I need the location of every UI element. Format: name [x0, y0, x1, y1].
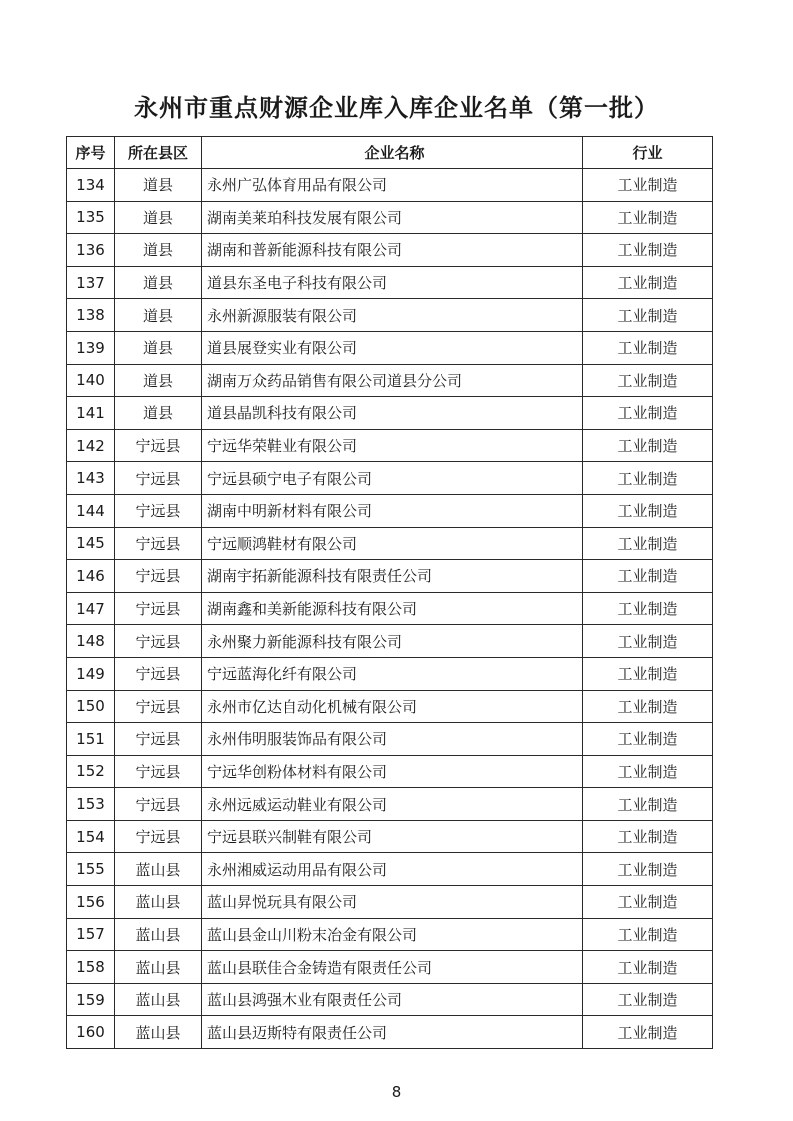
table-row: [67, 951, 713, 984]
header-no: 序号: [67, 137, 115, 169]
cell-industry: 工业制造: [583, 266, 713, 299]
cell-county: 道县: [115, 364, 202, 397]
cell-company-name: 宁远顺鸿鞋材有限公司: [202, 527, 583, 560]
table-row: [67, 690, 713, 723]
cell-company-name: 道县展登实业有限公司: [202, 331, 583, 364]
cell-company-name: 道县晶凯科技有限公司: [202, 397, 583, 430]
table-row: [67, 364, 713, 397]
table-row: [67, 234, 713, 267]
cell-no: 142: [67, 429, 115, 462]
cell-industry: 工业制造: [583, 201, 713, 234]
cell-no: 141: [67, 397, 115, 430]
cell-company-name: 湖南宇拓新能源科技有限责任公司: [202, 560, 583, 593]
cell-company-name: 永州聚力新能源科技有限公司: [202, 625, 583, 658]
cell-company-name: 蓝山县金山川粉末冶金有限公司: [202, 918, 583, 951]
header-name: 企业名称: [202, 137, 583, 169]
table-row: [67, 429, 713, 462]
cell-county: 宁远县: [115, 429, 202, 462]
header-industry: 行业: [583, 137, 713, 169]
cell-company-name: 宁远华创粉体材料有限公司: [202, 755, 583, 788]
header-county: 所在县区: [115, 137, 202, 169]
cell-no: 147: [67, 592, 115, 625]
cell-company-name: 永州远威运动鞋业有限公司: [202, 788, 583, 821]
cell-industry: 工业制造: [583, 462, 713, 495]
cell-no: 159: [67, 983, 115, 1016]
cell-county: 宁远县: [115, 657, 202, 690]
table-row: [67, 820, 713, 853]
cell-county: 道县: [115, 331, 202, 364]
cell-company-name: 蓝山昇悦玩具有限公司: [202, 886, 583, 919]
enterprise-table: [66, 136, 713, 1049]
table-row: [67, 918, 713, 951]
cell-no: 144: [67, 494, 115, 527]
cell-no: 156: [67, 886, 115, 919]
cell-industry: 工业制造: [583, 886, 713, 919]
cell-industry: 工业制造: [583, 527, 713, 560]
table-row: [67, 299, 713, 332]
cell-no: 153: [67, 788, 115, 821]
table-row: [67, 397, 713, 430]
cell-industry: 工业制造: [583, 983, 713, 1016]
cell-industry: 工业制造: [583, 625, 713, 658]
cell-county: 道县: [115, 234, 202, 267]
cell-industry: 工业制造: [583, 429, 713, 462]
table-row: [67, 560, 713, 593]
cell-company-name: 湖南和普新能源科技有限公司: [202, 234, 583, 267]
cell-company-name: 湖南万众药品销售有限公司道县分公司: [202, 364, 583, 397]
cell-county: 宁远县: [115, 755, 202, 788]
cell-county: 蓝山县: [115, 886, 202, 919]
cell-county: 蓝山县: [115, 918, 202, 951]
cell-county: 宁远县: [115, 592, 202, 625]
cell-county: 道县: [115, 266, 202, 299]
cell-county: 宁远县: [115, 723, 202, 756]
cell-county: 宁远县: [115, 494, 202, 527]
cell-industry: 工业制造: [583, 853, 713, 886]
cell-company-name: 宁远县硕宁电子有限公司: [202, 462, 583, 495]
cell-county: 宁远县: [115, 625, 202, 658]
cell-industry: 工业制造: [583, 494, 713, 527]
cell-no: 138: [67, 299, 115, 332]
table-row: [67, 723, 713, 756]
cell-no: 150: [67, 690, 115, 723]
cell-industry: 工业制造: [583, 397, 713, 430]
cell-county: 宁远县: [115, 527, 202, 560]
cell-no: 149: [67, 657, 115, 690]
table-row: [67, 527, 713, 560]
table-row: [67, 657, 713, 690]
cell-company-name: 宁远县联兴制鞋有限公司: [202, 820, 583, 853]
cell-county: 宁远县: [115, 560, 202, 593]
cell-no: 145: [67, 527, 115, 560]
cell-company-name: 永州广弘体育用品有限公司: [202, 169, 583, 202]
cell-no: 158: [67, 951, 115, 984]
table-header-row: [67, 137, 713, 169]
cell-industry: 工业制造: [583, 690, 713, 723]
cell-no: 135: [67, 201, 115, 234]
cell-county: 宁远县: [115, 788, 202, 821]
cell-no: 155: [67, 853, 115, 886]
cell-industry: 工业制造: [583, 234, 713, 267]
cell-company-name: 湖南中明新材料有限公司: [202, 494, 583, 527]
table-body: [67, 169, 713, 1049]
cell-company-name: 蓝山县鸿强木业有限责任公司: [202, 983, 583, 1016]
cell-company-name: 湖南美莱珀科技发展有限公司: [202, 201, 583, 234]
cell-county: 道县: [115, 397, 202, 430]
cell-company-name: 道县东圣电子科技有限公司: [202, 266, 583, 299]
cell-county: 道县: [115, 201, 202, 234]
cell-no: 146: [67, 560, 115, 593]
table-row: [67, 462, 713, 495]
cell-industry: 工业制造: [583, 364, 713, 397]
cell-company-name: 宁远华荣鞋业有限公司: [202, 429, 583, 462]
cell-industry: 工业制造: [583, 951, 713, 984]
cell-company-name: 湖南鑫和美新能源科技有限公司: [202, 592, 583, 625]
cell-no: 140: [67, 364, 115, 397]
table-row: [67, 983, 713, 1016]
cell-county: 蓝山县: [115, 853, 202, 886]
table-row: [67, 169, 713, 202]
cell-industry: 工业制造: [583, 592, 713, 625]
cell-industry: 工业制造: [583, 820, 713, 853]
cell-county: 蓝山县: [115, 983, 202, 1016]
table-row: [67, 266, 713, 299]
cell-industry: 工业制造: [583, 918, 713, 951]
cell-no: 151: [67, 723, 115, 756]
cell-no: 157: [67, 918, 115, 951]
table-row: [67, 625, 713, 658]
table-row: [67, 494, 713, 527]
cell-county: 道县: [115, 169, 202, 202]
cell-county: 蓝山县: [115, 951, 202, 984]
cell-county: 道县: [115, 299, 202, 332]
cell-no: 160: [67, 1016, 115, 1049]
cell-industry: 工业制造: [583, 788, 713, 821]
cell-county: 蓝山县: [115, 1016, 202, 1049]
table-row: [67, 201, 713, 234]
cell-company-name: 蓝山县联佳合金铸造有限责任公司: [202, 951, 583, 984]
table-row: [67, 755, 713, 788]
cell-industry: 工业制造: [583, 560, 713, 593]
cell-no: 154: [67, 820, 115, 853]
cell-no: 137: [67, 266, 115, 299]
cell-county: 宁远县: [115, 820, 202, 853]
cell-company-name: 永州市亿达自动化机械有限公司: [202, 690, 583, 723]
cell-county: 宁远县: [115, 690, 202, 723]
cell-no: 136: [67, 234, 115, 267]
cell-no: 152: [67, 755, 115, 788]
page-number: 8: [391, 1083, 402, 1101]
cell-company-name: 宁远蓝海化纤有限公司: [202, 657, 583, 690]
cell-industry: 工业制造: [583, 723, 713, 756]
cell-industry: 工业制造: [583, 657, 713, 690]
cell-company-name: 蓝山县迈斯特有限责任公司: [202, 1016, 583, 1049]
cell-company-name: 永州湘威运动用品有限公司: [202, 853, 583, 886]
cell-no: 134: [67, 169, 115, 202]
cell-no: 148: [67, 625, 115, 658]
cell-industry: 工业制造: [583, 755, 713, 788]
cell-company-name: 永州新源服装有限公司: [202, 299, 583, 332]
page-title: 永州市重点财源企业库入库企业名单（第一批）: [134, 94, 659, 122]
cell-industry: 工业制造: [583, 1016, 713, 1049]
table-row: [67, 331, 713, 364]
table-row: [67, 1016, 713, 1049]
cell-industry: 工业制造: [583, 169, 713, 202]
table-row: [67, 853, 713, 886]
cell-no: 139: [67, 331, 115, 364]
cell-county: 宁远县: [115, 462, 202, 495]
cell-industry: 工业制造: [583, 299, 713, 332]
cell-no: 143: [67, 462, 115, 495]
cell-company-name: 永州伟明服装饰品有限公司: [202, 723, 583, 756]
table-row: [67, 886, 713, 919]
table-row: [67, 592, 713, 625]
cell-industry: 工业制造: [583, 331, 713, 364]
table-row: [67, 788, 713, 821]
